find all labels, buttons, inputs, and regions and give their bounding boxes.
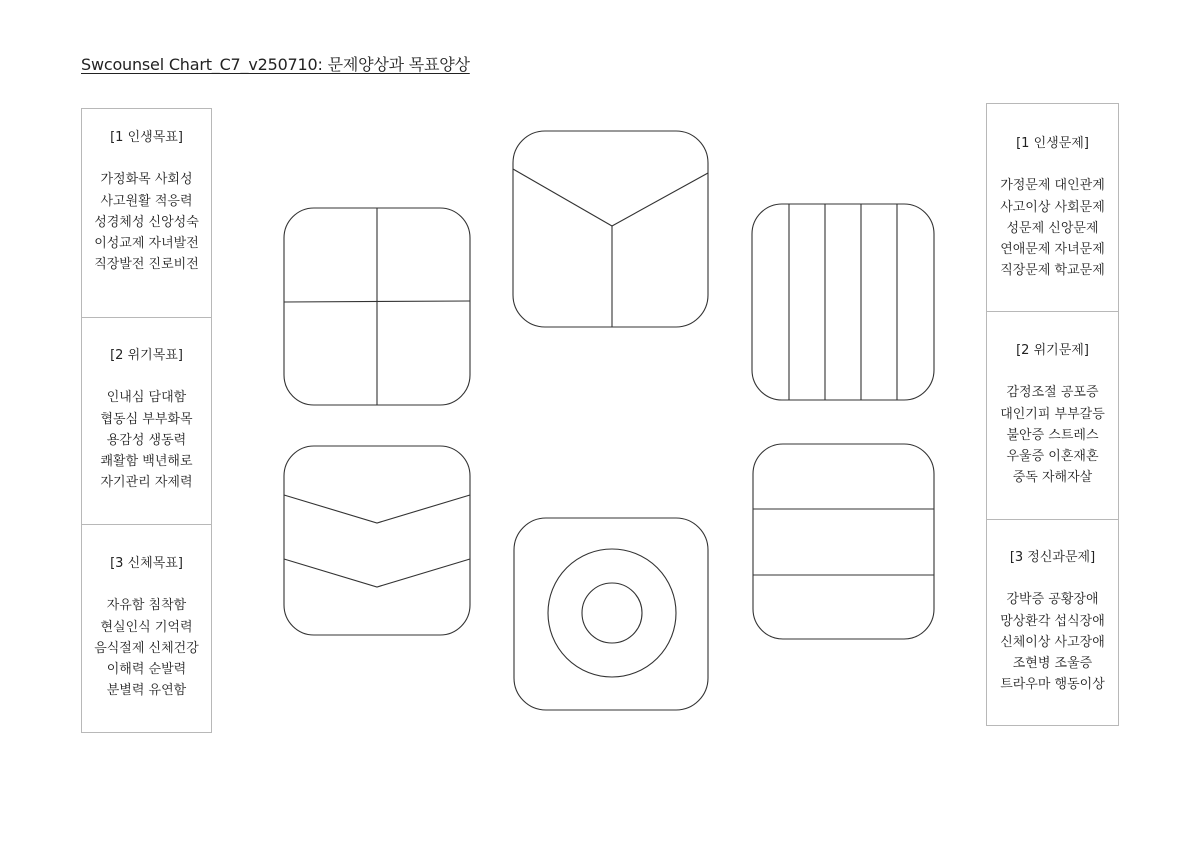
- section-heading: [3 신체목표]: [110, 556, 183, 571]
- quadrant-square: [284, 208, 470, 405]
- list-item: 현실인식 기억력: [100, 619, 193, 635]
- list-item: 성문제 신앙문제: [1006, 220, 1099, 236]
- inner-circle: [582, 583, 642, 643]
- chevron-line: [284, 495, 470, 523]
- list-item: 이해력 순발력: [106, 662, 187, 678]
- list-item: 음식절제 신체건강: [94, 640, 199, 656]
- list-item: 용감성 생동력: [106, 432, 187, 448]
- list-item: 인내심 담대함: [106, 390, 187, 406]
- list-item: 강박증 공황장애: [1006, 592, 1099, 608]
- list-item: 자기관리 자제력: [100, 475, 193, 491]
- list-item: 직장발전 진로비전: [94, 257, 199, 273]
- y-split-square: [513, 131, 708, 327]
- divider-line: [612, 173, 708, 226]
- section-heading: [1 인생목표]: [110, 130, 183, 145]
- outer-circle: [548, 549, 676, 677]
- list-item: 직장문제 학교문제: [1000, 263, 1105, 279]
- list-item: 사고이상 사회문제: [1000, 199, 1105, 215]
- list-item: 협동심 부부화목: [100, 411, 193, 427]
- divider-line: [284, 301, 470, 302]
- section-heading: [3 정신과문제]: [1009, 550, 1096, 565]
- list-item: 사고원활 적응력: [100, 193, 193, 209]
- rounded-square-outline: [753, 444, 934, 639]
- vertical-stripes-square: [752, 204, 934, 400]
- chevron-line: [284, 559, 470, 587]
- list-item: 감정조절 공포증: [1006, 385, 1099, 401]
- list-item: 대인기피 부부갈등: [1000, 406, 1105, 422]
- page-title: Swcounsel Chart_C7_v250710: 문제양상과 목표양상: [81, 55, 470, 74]
- list-item: 가정화목 사회성: [100, 172, 193, 188]
- list-item: 성경체성 신앙성숙: [94, 214, 199, 230]
- list-item: 트라우마 행동이상: [1000, 677, 1105, 693]
- list-item: 망상환각 섭식장애: [1000, 613, 1105, 629]
- list-item: 불안증 스트레스: [1006, 427, 1099, 443]
- list-item: 중독 자해자살: [1012, 470, 1093, 486]
- horizontal-stripes-square: [753, 444, 934, 639]
- rounded-square-outline: [513, 131, 708, 327]
- list-item: 연애문제 자녀문제: [1000, 242, 1105, 258]
- rounded-square-outline: [514, 518, 708, 710]
- list-item: 이성교제 자녀발전: [94, 236, 199, 252]
- section-heading: [1 인생문제]: [1016, 136, 1089, 151]
- list-item: 조현병 조울증: [1012, 656, 1093, 672]
- divider-line: [513, 169, 612, 226]
- section-heading: [2 위기목표]: [110, 348, 183, 363]
- chevron-square: [284, 446, 470, 635]
- list-item: 우울증 이혼재혼: [1006, 449, 1099, 465]
- rounded-square-outline: [752, 204, 934, 400]
- list-item: 쾌활함 백년해로: [100, 454, 193, 470]
- list-item: 자유함 침착함: [106, 598, 187, 614]
- list-item: 분별력 유연함: [106, 683, 187, 699]
- section-heading: [2 위기문제]: [1016, 343, 1089, 358]
- list-item: 신체이상 사고장애: [1000, 634, 1105, 650]
- rounded-square-outline: [284, 446, 470, 635]
- concentric-circle-square: [514, 518, 708, 710]
- list-item: 가정문제 대인관계: [1000, 178, 1105, 194]
